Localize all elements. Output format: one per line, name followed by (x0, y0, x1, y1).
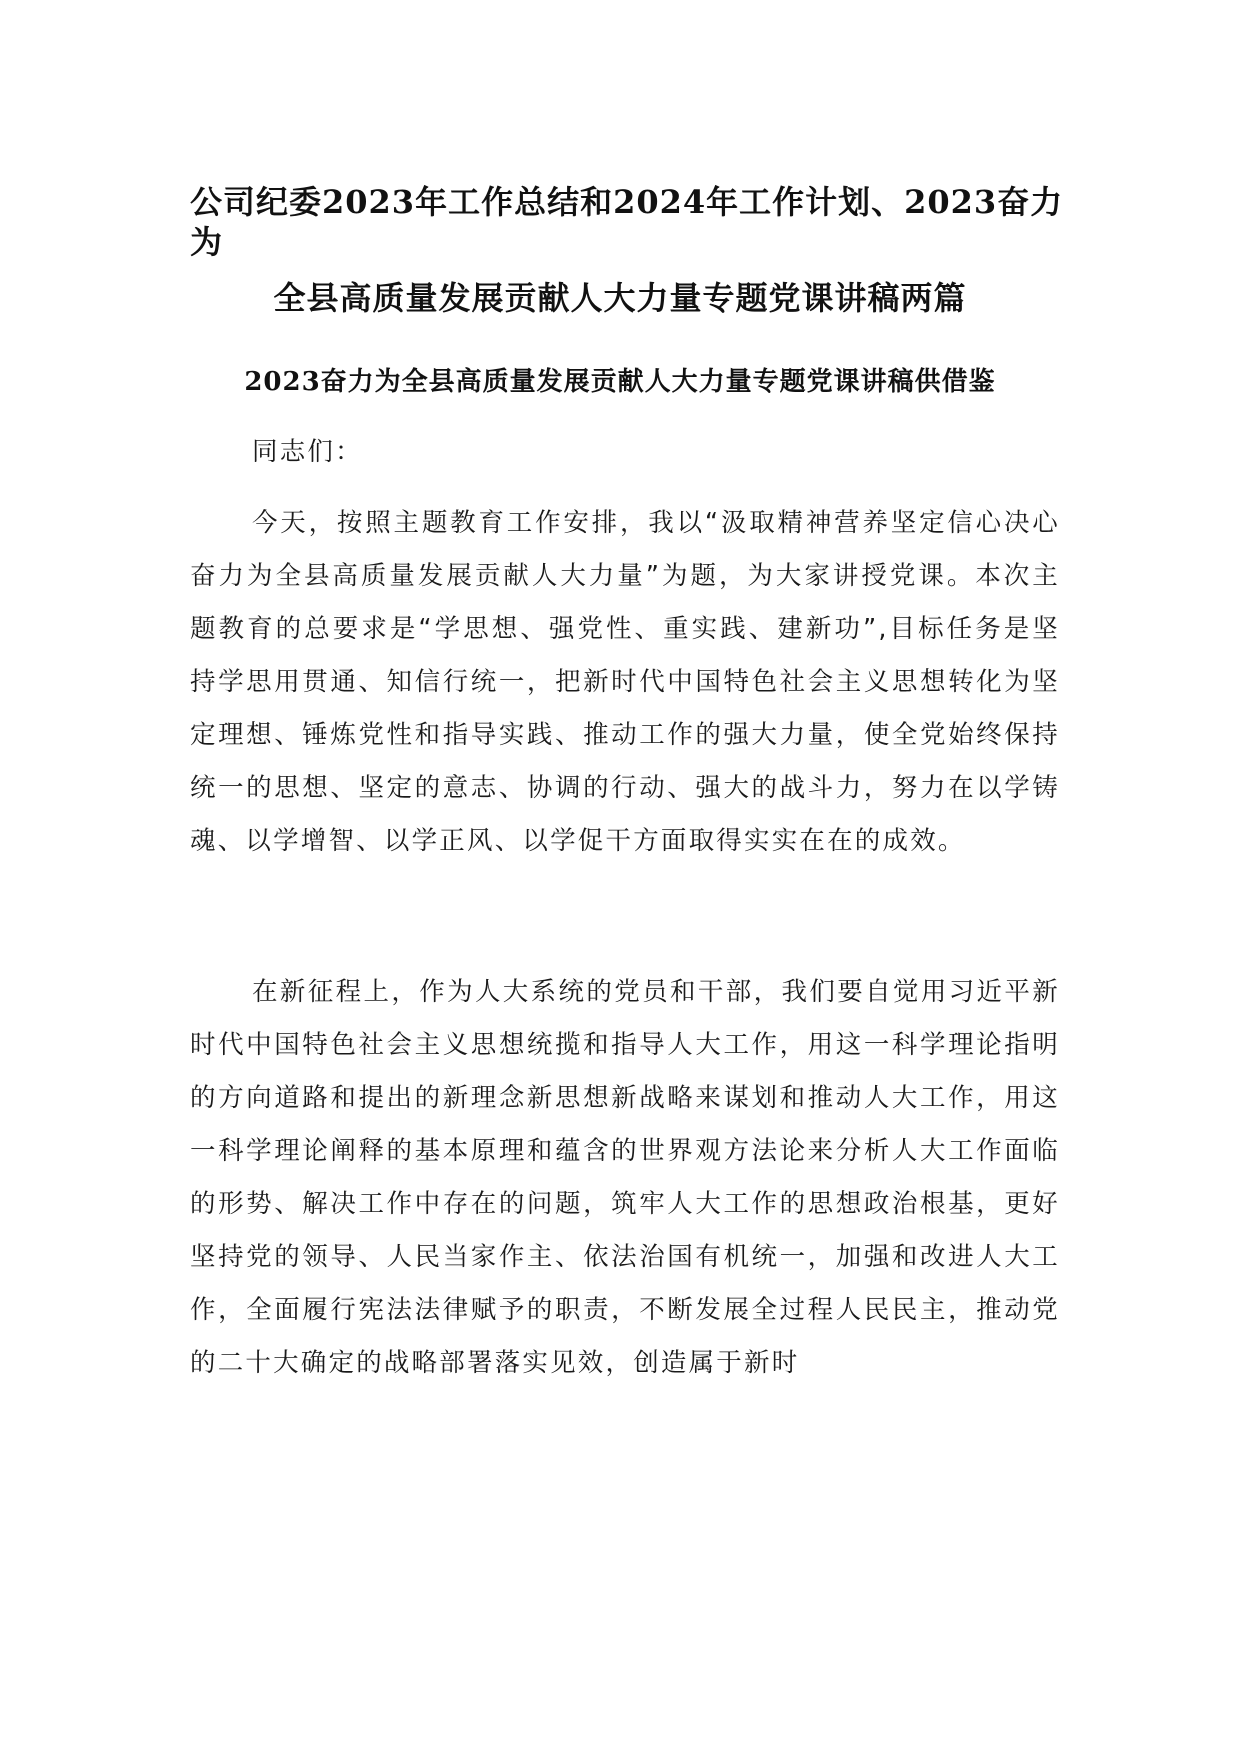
body-paragraph-2: 在新征程上，作为人大系统的党员和干部，我们要自觉用习近平新时代中国特色社会主义思想统揽和指导人大工作，用这一科学理论指明的方向道路和提出的新理念新思想新战略来谋划和推动人大工作，用这一科学理论阐释的基本原理和蕴含的世界观方法论来分析人大工作面临的形势、解决工作中存在的问题，筑牢人大工作的思想政治根基，更好坚持党的领导、人民当家作主、依法治国有机统一，加强和改进人大工作，全面履行宪法法律赋予的职责，不断发展全过程人民民主，推动党的二十大确定的战略部署落实见效，创造属于新时 (190, 977, 1060, 1378)
salutation: 同志们： (252, 437, 363, 467)
document-title-line-2: 全县高质量发展贡献人大力量专题党课讲稿两篇 (273, 279, 967, 317)
body-paragraph-1: 今天，按照主题教育工作安排，我以“汲取精神营养坚定信心决心奋力为全县高质量发展贡献人大力量”为题，为大家讲授党课。本次主题教育的总要求是“学思想、强党性、重实践、建新功”,目标任务是坚持学思用贯通、知信行统一，把新时代中国特色社会主义思想转化为坚定理想、锤炼党性和指导实践、推动工作的强大力量，使全党始终保持统一的思想、坚定的意志、协调的行动、强大的战斗力，努力在以学铸魂、以学增智、以学正风、以学促干方面取得实实在在的成效。 (190, 508, 1060, 856)
document-title-line-1: 公司纪委2023年工作总结和2024年工作计划、2023奋力为 (190, 183, 1064, 261)
document-subtitle: 2023奋力为全县高质量发展贡献人大力量专题党课讲稿供借鉴 (244, 367, 996, 397)
